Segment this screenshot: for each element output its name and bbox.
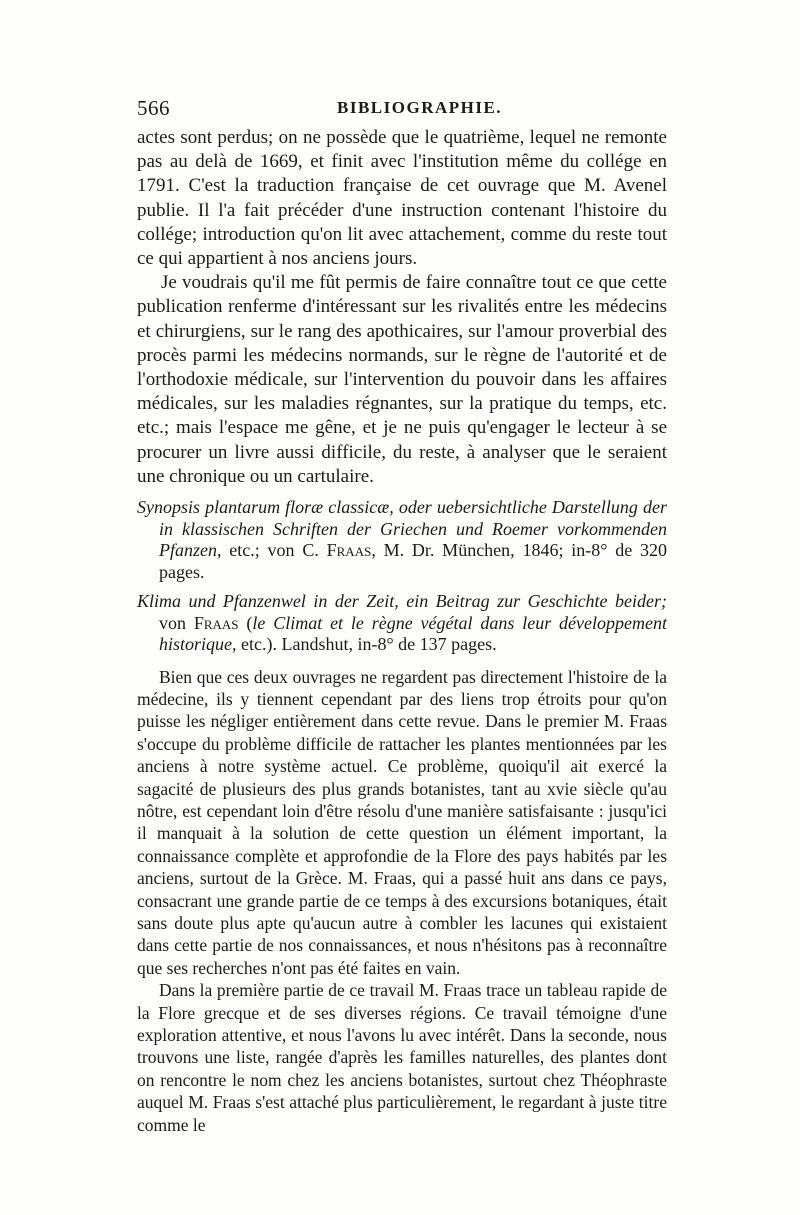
entry-title: Synopsis plantarum floræ classicæ, oder uebersichtliche Darstellung der in klassischen Schriften der Griechen und Roemer vorkommenden Pfanzen,	[137, 497, 667, 561]
running-title: BIBLIOGRAPHIE.	[337, 98, 503, 117]
entry-translation: le Climat et le règne végétal dans leur développement historique,	[159, 612, 667, 655]
review-paragraph-1: Bien que ces deux ouvrages ne regardent pas directement l'histoire de la médecine, ils y tiennent cependant par des liens trop étroits pour qu'on puisse les négliger entièrement dans cette revue. Dans le premier M. Fraas s'occupe du problème difficile de rattacher les plantes mentionnées par les anciens à notre système actuel. Ce problème, quoiqu'il ait exercé la sagacité de plusieurs des plus grands botanistes, tant au xvie siècle qu'au nôtre, est cependant loin d'être résolu d'une manière satisfaisante : jusqu'ici il manquait à la solution de cette question un élément important, la connaissance complète et approfondie de la Flore des pays habités par les anciens, surtout de la Grèce. M. Fraas, qui a passé huit ans dans ce pays, consacrant une grande partie de ce temps à des excursions botaniques, était sans doute plus apte qu'aucun autre à combler les lacunes qui existaient dans cette partie de nos connaissances, et nous n'hésitons pas à reconnaître que ses recherches n'ont pas été faites en vain.	[137, 666, 667, 978]
paragraph-continuation: actes sont perdus; on ne possède que le quatrième, lequel ne remonte pas au delà de 1669, et finit avec l'institution même du collége en 1791. C'est la traduction française de cet ouvrage que M. Avenel publie. Il l'a fait précéder d'une instruction contenant l'histoire du collége; introduction qu'on lit avec attachement, comme du reste tout ce qui appartient à nos anciens jours.	[137, 127, 667, 270]
entry-author: Fraas	[326, 540, 372, 561]
entry-publication: etc.). Landshut, in-8° de 137 pages.	[236, 634, 497, 655]
entry-author: Fraas	[193, 612, 239, 633]
page-header	[137, 96, 667, 122]
page-number: 566	[137, 96, 170, 120]
bibliographic-entry-synopsis	[137, 497, 667, 583]
bibliographic-entry-klima	[137, 591, 667, 656]
paragraph-avenel-review: Je voudrais qu'il me fût permis de faire connaître tout ce que cette publication renferme d'intéressant sur les rivalités entre les médecins et chirurgiens, sur le rang des apothicaires, sur l'amour proverbial des procès parmi les médecins normands, sur le règne de l'autorité et de l'orthodoxie médicale, sur l'intervention du pouvoir dans les affaires médicales, sur les maladies régnantes, sur la pratique du temps, etc. etc.; mais l'espace me gêne, et je ne puis qu'engager le lecteur à se procurer un livre aussi difficile, du reste, à analyser que le seraient une chronique ou un cartulaire.	[137, 272, 667, 487]
entry-publication: , M. Dr. München, 1846; in-8° de 320 pages.	[159, 540, 667, 582]
entry-title: Klima und Pfanzenwel in der Zeit, ein Beitrag zur Geschichte beider;	[137, 591, 667, 612]
entry-text: von	[159, 612, 194, 633]
entry-text: (	[238, 612, 253, 633]
review-paragraph-2: Dans la première partie de ce travail M. Fraas trace un tableau rapide de la Flore grecque et de ses diverses régions. Ce travail témoigne d'une exploration attentive, et nous l'avons lu avec intérêt. Dans la seconde, nous trouvons une liste, rangée d'après les familles naturelles, des plantes dont on rencontre le nom chez les anciens botanistes, surtout chez Théophraste auquel M. Fraas s'est attaché plus particulièrement, le regardant à juste titre comme le	[137, 980, 667, 1135]
body-text	[137, 126, 667, 1136]
entry-text: etc.; von C.	[221, 540, 327, 561]
